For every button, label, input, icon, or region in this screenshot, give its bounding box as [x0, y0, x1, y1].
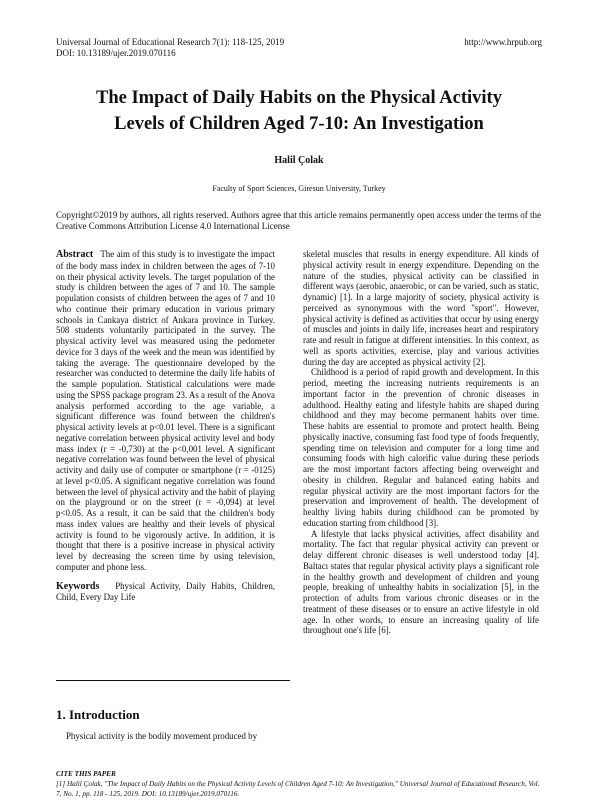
abstract-text: The aim of this study is to investigate the impact of the body mass index in children between the ages of 7-10 on their physical activity levels. The target population of the study is children between the ages of 7 and 10. The sample population consists of children between the ages of 7 and 10 who continue their primary education in various primary schools in Cankaya district of Ankara province in Turkey. 508 students voluntarily participated in the survey. The physical activity level was measured using the pedometer device for 3 days of the week and the mean was identified by taking the average. The questionnaire developed by the researcher was conducted to determine the daily life habits of the sample population. Statistical calculations were made using the SPSS package program 23. As a result of the Anova analysis performed according to the age variable, a significant difference was found between the children's physical activity levels at p<0.01 level. There is a significant negative correlation between physical activity level and body mass index (r = -0,730) at the p<0,001 level. A significant negative correlation was found between the level of physical activity and daily use of computer or smartphone (r = -0125) at level p<0.05. A significant negative correlation was found between the level of physical activity and the habit of playing on the playground or on the street (r = -0,094) at level p<0.05. As a result, it can be said that the children's body mass index values are healthy and their levels of physical activity is found to be vigorously active. In addition, it is thought that there is a positive increase in physical activity level by decreasing the screen time by using television, computer and phone less.	[56, 249, 275, 572]
left-column	[56, 249, 275, 603]
title-line-2: Levels of Children Aged 7-10: An Investigation	[114, 114, 484, 134]
citation-block	[56, 769, 542, 799]
copyright-notice: Copyright©2019 by authors, all rights reserved. Authors agree that this article remains permanently open access under the terms of the Creative Commons Attribution License 4.0 International License	[56, 210, 541, 231]
journal-url[interactable]: http://www.hrpub.org	[464, 37, 542, 47]
keywords-text: Physical Activity, Daily Habits, Children, Child, Every Day Life	[56, 580, 275, 603]
section-heading: 1. Introduction	[56, 707, 140, 722]
author-name: Halil Çolak	[274, 155, 324, 166]
cite-heading: CITE THIS PAPER	[56, 770, 116, 778]
paragraph-2: Childhood is a period of rapid growth and development. In this period, meeting the increasing nutrients requirements is an important factor in the prevention of chronic diseases in adulthood. Healthy eating and lifestyle habits are shaped during childhood and they may become permanent habits over time. These habits are essential to promote and protect health. Being physically inactive, consuming fast food type of foods frequently, spending time on television and computer for a long time and consuming foods with high calorific value during these periods are the most important factors affecting being overweight and obesity in children. Regular and balanced eating habits and regular physical activity are the most important factors for the preservation and improvement of health. The development of healthy living habits during childhood can be promoted by education starting from childhood [3].	[303, 367, 539, 528]
doi: DOI: 10.13189/ujer.2019.070116	[56, 48, 176, 58]
keywords	[56, 581, 275, 604]
paragraph-3: A lifestyle that lacks physical activities, affect disability and mortality. The fact that regular physical activity can prevent or delay different chronic diseases is well understood today [4]. Baltacı states that regular physical activity plays a significant role in the healthy growth and development of children and young people, breaking of unhealthy habits in socialization [5], in the protection of adults from various chronic diseases or in the treatment of these diseases or to ensure an active lifestyle in old age. In other words, to ensure an increasing quality of life throughout one's life [6].	[303, 528, 539, 636]
title-line-1: The Impact of Daily Habits on the Physical Activity	[96, 88, 502, 108]
journal-citation: Universal Journal of Educational Research 7(1): 118-125, 2019	[56, 37, 285, 47]
paper-title	[56, 85, 542, 137]
abstract-label: Abstract	[56, 249, 94, 260]
running-header	[56, 37, 542, 59]
paragraph-1: skeletal muscles that results in energy expenditure. All kinds of physical activity result in energy expenditure. Depending on the nature of the studies, physical activity can be classified in different ways (aerobic, anaerobic, or can be varied, such as static, dynamic) [1]. In a large majority of society, physical activity is perceived as synonymous with the word "sport". However, physical activity is defined as activities that occur by using energy of muscles and joints in daily life, increases heart and respiratory rate and result in fatigue at different intensities. In this context, as well as sports activities, exercise, play and various activities during the day are accepted as physical activity [2].	[303, 249, 539, 367]
keywords-label: Keywords	[56, 580, 100, 592]
right-column	[303, 249, 539, 636]
cite-text: [1] Halil Çolak, "The Impact of Daily Habits on the Physical Activity Levels of Children Aged 7-10: An Investigation," Universal Journal of Educational Research, Vol. 7, No. 1, pp. 118 - 125, 2019. DOI: 10.13189/ujer.2019.070116.	[56, 780, 540, 798]
affiliation: Faculty of Sport Sciences, Giresun University, Turkey	[212, 184, 386, 193]
intro-paragraph: Physical activity is the bodily movement produced by	[66, 731, 258, 741]
abstract	[56, 249, 275, 573]
divider-rule	[56, 680, 290, 681]
